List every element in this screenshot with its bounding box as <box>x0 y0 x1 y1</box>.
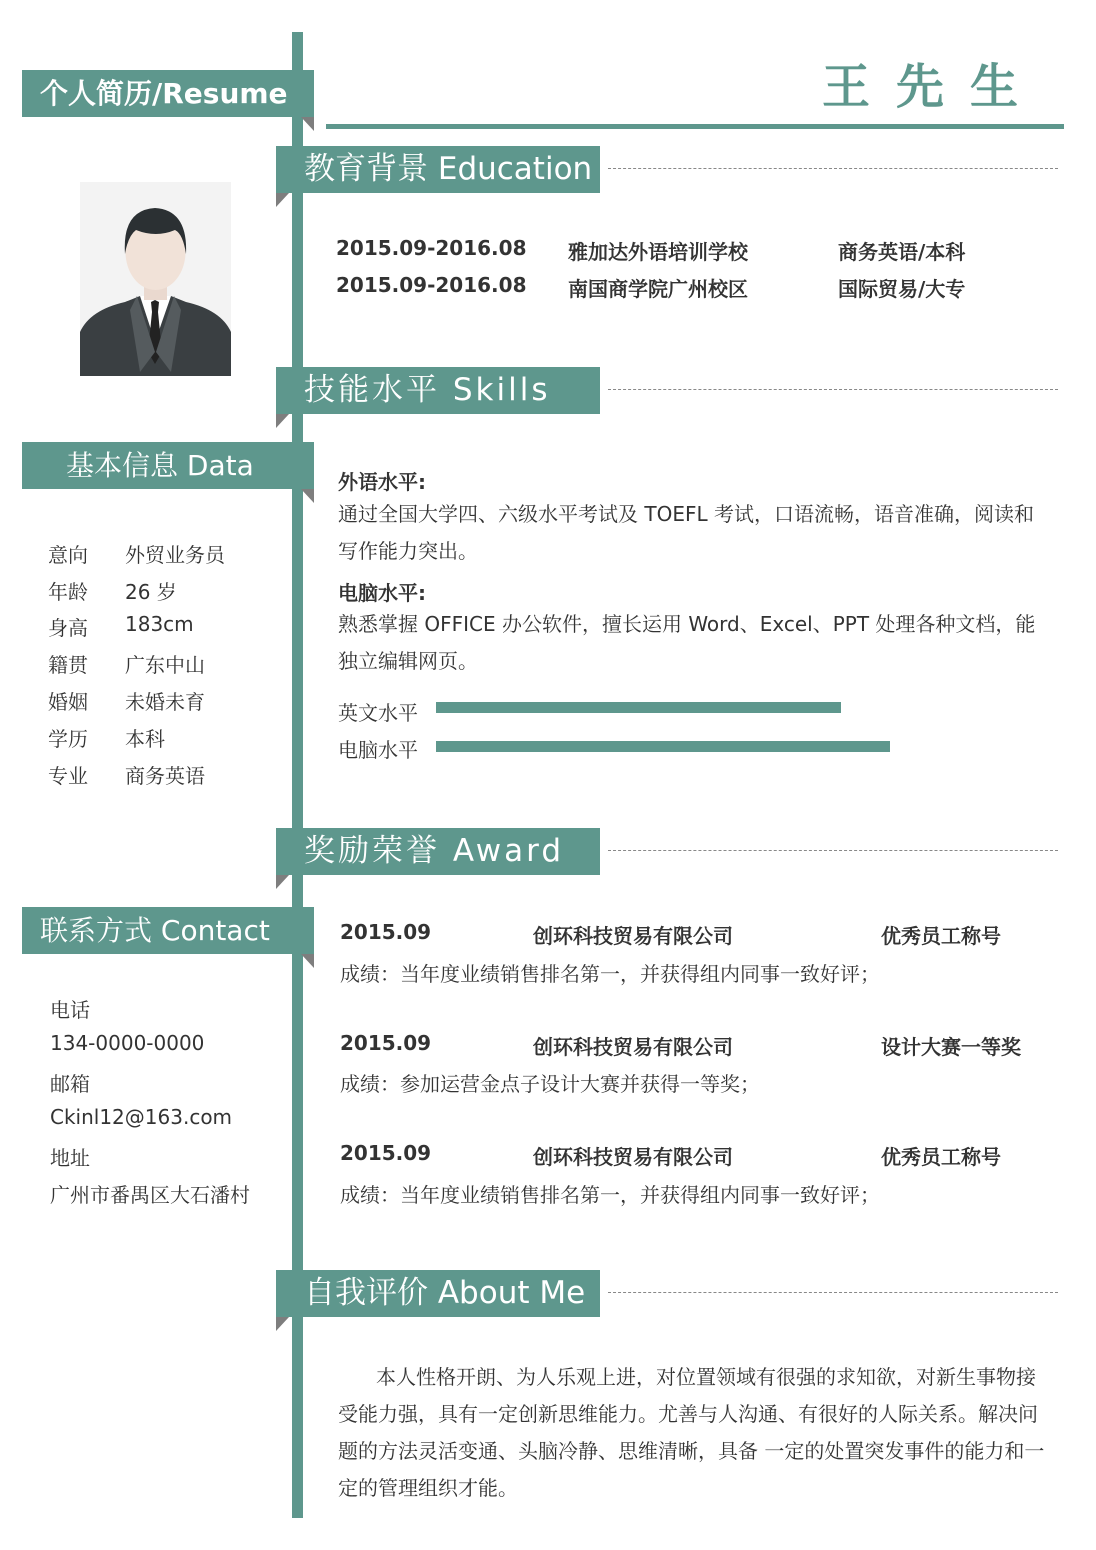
contact-address-label: 地址 <box>50 1146 90 1170</box>
basic-value-degree: 本科 <box>125 727 165 751</box>
skill-bar-label-english: 英文水平 <box>338 701 418 725</box>
section-about-header <box>276 1270 600 1317</box>
award-date-3: 2015.09 <box>340 1141 432 1165</box>
skill-pc-title: 电脑水平: <box>338 581 426 605</box>
award-desc-3: 成绩：当年度业绩销售排名第一，并获得组内同事一致好评； <box>340 1183 880 1207</box>
resume-label: 个人简历/Resume <box>40 77 288 110</box>
section-award-title: 奖励荣誉 Award <box>304 833 565 869</box>
edu-school-2: 南国商学院广州校区 <box>568 277 748 301</box>
resume-label-bar <box>22 70 314 117</box>
skill-bar-english <box>436 702 841 713</box>
section-contact-title: 联系方式 Contact <box>40 914 270 947</box>
edu-major-1: 商务英语/本科 <box>838 240 966 264</box>
section-basic-header <box>22 442 314 489</box>
fold-decoration <box>301 954 314 968</box>
person-icon <box>80 182 231 376</box>
contact-address: 广州市番禺区大石潘村 <box>50 1183 250 1207</box>
profile-photo <box>80 182 231 376</box>
edu-period-2: 2015.09-2016.08 <box>336 273 527 297</box>
section-skills-title: 技能水平 Skills <box>304 372 551 408</box>
fold-decoration <box>301 489 314 503</box>
fold-decoration <box>276 193 289 207</box>
candidate-name: 王先生 <box>821 59 1044 115</box>
edu-major-2: 国际贸易/大专 <box>838 277 966 301</box>
basic-label-degree: 学历 <box>48 727 88 751</box>
section-divider <box>608 389 1058 390</box>
section-contact-header <box>22 907 314 954</box>
basic-label-marital: 婚姻 <box>48 690 88 714</box>
about-text: 本人性格开朗、为人乐观上进，对位置领域有很强的求知欲，对新生事物接受能力强，具有一定创新思维能力。尤善与人沟通、有很好的人际关系。解决问题的方法灵活变通、头脑冷静、思维清晰，具备 一定的处置突发事件的能力和一定的管理组织才能。 <box>338 1365 1045 1500</box>
basic-value-age: 26 岁 <box>125 580 177 604</box>
fold-decoration <box>276 414 289 428</box>
skill-bar-computer <box>436 741 890 752</box>
basic-value-marital: 未婚未育 <box>125 690 205 714</box>
section-about-title: 自我评价 About Me <box>304 1275 586 1311</box>
award-date-1: 2015.09 <box>340 920 432 944</box>
award-title-3: 优秀员工称号 <box>881 1145 1001 1169</box>
contact-email: Ckinl12@163.com <box>50 1105 233 1129</box>
basic-label-hometown: 籍贯 <box>48 653 88 677</box>
basic-label-height: 身高 <box>48 616 88 640</box>
basic-label-age: 年龄 <box>48 580 88 604</box>
skill-lang-desc: 通过全国大学四、六级水平考试及 TOEFL 考试，口语流畅，语音准确，阅读和写作能力突出。 <box>338 502 1034 563</box>
award-company-3: 创环科技贸易有限公司 <box>533 1145 733 1169</box>
contact-email-label: 邮箱 <box>50 1072 90 1096</box>
fold-decoration <box>301 117 314 131</box>
award-title-1: 优秀员工称号 <box>881 924 1001 948</box>
contact-phone: 134-0000-0000 <box>50 1031 205 1055</box>
basic-label-major: 专业 <box>48 764 88 788</box>
fold-decoration <box>276 1317 289 1331</box>
section-divider <box>608 850 1058 851</box>
section-divider <box>608 1292 1058 1293</box>
skill-lang-title: 外语水平: <box>338 470 426 494</box>
skill-bar-label-computer: 电脑水平 <box>338 738 418 762</box>
award-title-2: 设计大赛一等奖 <box>881 1035 1021 1059</box>
basic-value-major: 商务英语 <box>125 764 205 788</box>
award-desc-1: 成绩：当年度业绩销售排名第一，并获得组内同事一致好评； <box>340 962 880 986</box>
edu-period-1: 2015.09-2016.08 <box>336 236 527 260</box>
award-desc-2: 成绩：参加运营金点子设计大赛并获得一等奖； <box>340 1072 760 1096</box>
basic-value-intent: 外贸业务员 <box>125 543 225 567</box>
award-date-2: 2015.09 <box>340 1031 432 1055</box>
skill-pc-desc: 熟悉掌握 OFFICE 办公软件，擅长运用 Word、Excel、PPT 处理各种文档，能独立编辑网页。 <box>338 612 1036 673</box>
award-company-2: 创环科技贸易有限公司 <box>533 1035 733 1059</box>
section-basic-title: 基本信息 Data <box>66 449 254 482</box>
section-award-header <box>276 828 600 875</box>
contact-phone-label: 电话 <box>50 998 90 1022</box>
section-education-title: 教育背景 Education <box>304 151 593 187</box>
section-education-header <box>276 146 600 193</box>
section-skills-header <box>276 367 600 414</box>
basic-value-height: 183cm <box>125 612 194 636</box>
basic-value-hometown: 广东中山 <box>125 653 205 677</box>
name-underline <box>326 124 1064 129</box>
award-company-1: 创环科技贸易有限公司 <box>533 924 733 948</box>
basic-label-intent: 意向 <box>48 543 88 567</box>
fold-decoration <box>276 875 289 889</box>
edu-school-1: 雅加达外语培训学校 <box>568 240 748 264</box>
section-divider <box>608 168 1058 169</box>
